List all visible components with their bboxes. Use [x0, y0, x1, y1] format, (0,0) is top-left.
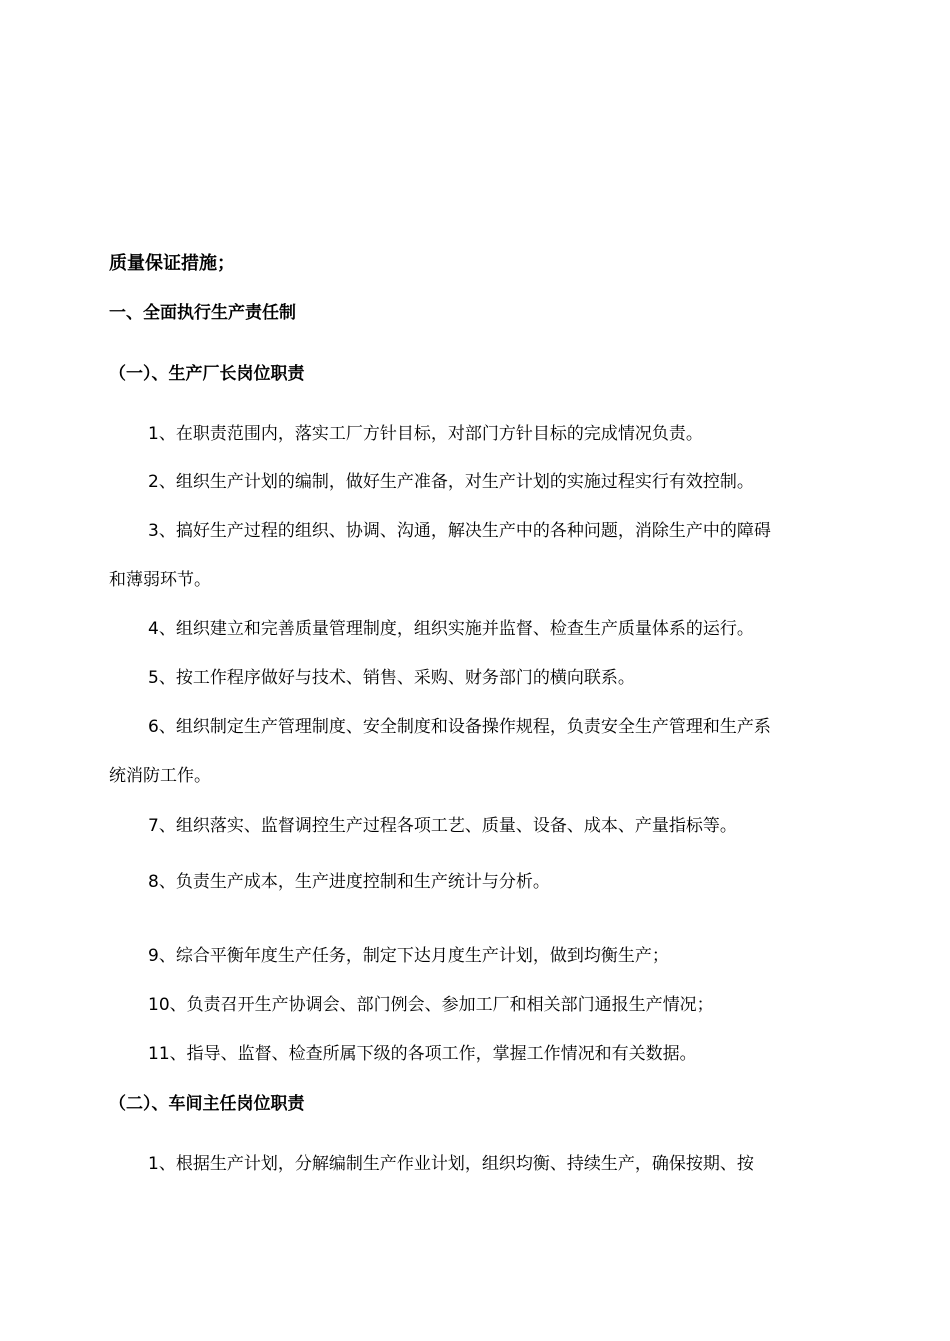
duty-item: 6、组织制定生产管理制度、安全制度和设备操作规程，负责安全生产管理和生产系: [148, 717, 771, 737]
duty-item-continuation: 统消防工作。: [109, 766, 211, 786]
subsection-heading: （二）、车间主任岗位职责: [109, 1094, 305, 1114]
duty-item: 5、按工作程序做好与技术、销售、采购、财务部门的横向联系。: [148, 668, 635, 688]
duty-item: 9、综合平衡年度生产任务，制定下达月度生产计划，做到均衡生产；: [148, 946, 669, 966]
duty-item: 10、负责召开生产协调会、部门例会、参加工厂和相关部门通报生产情况；: [148, 995, 714, 1015]
duty-item: 7、组织落实、监督调控生产过程各项工艺、质量、设备、成本、产量指标等。: [148, 816, 737, 836]
duty-item: 1、在职责范围内，落实工厂方针目标，对部门方针目标的完成情况负责。: [148, 424, 703, 444]
subsection-heading: （一）、生产厂长岗位职责: [109, 364, 305, 384]
duty-item-continuation: 和薄弱环节。: [109, 570, 211, 590]
section-heading: 一、全面执行生产责任制: [109, 303, 296, 323]
document-title: 质量保证措施；: [109, 253, 235, 274]
duty-item: 2、组织生产计划的编制，做好生产准备，对生产计划的实施过程实行有效控制。: [148, 472, 754, 492]
duty-item: 1、根据生产计划，分解编制生产作业计划，组织均衡、持续生产，确保按期、按: [148, 1154, 754, 1174]
duty-item: 4、组织建立和完善质量管理制度，组织实施并监督、检查生产质量体系的运行。: [148, 619, 754, 639]
duty-item: 8、负责生产成本，生产进度控制和生产统计与分析。: [148, 872, 550, 892]
duty-item: 11、指导、监督、检查所属下级的各项工作，掌握工作情况和有关数据。: [148, 1044, 697, 1064]
duty-item: 3、搞好生产过程的组织、协调、沟通，解决生产中的各种问题，消除生产中的障碍: [148, 521, 771, 541]
